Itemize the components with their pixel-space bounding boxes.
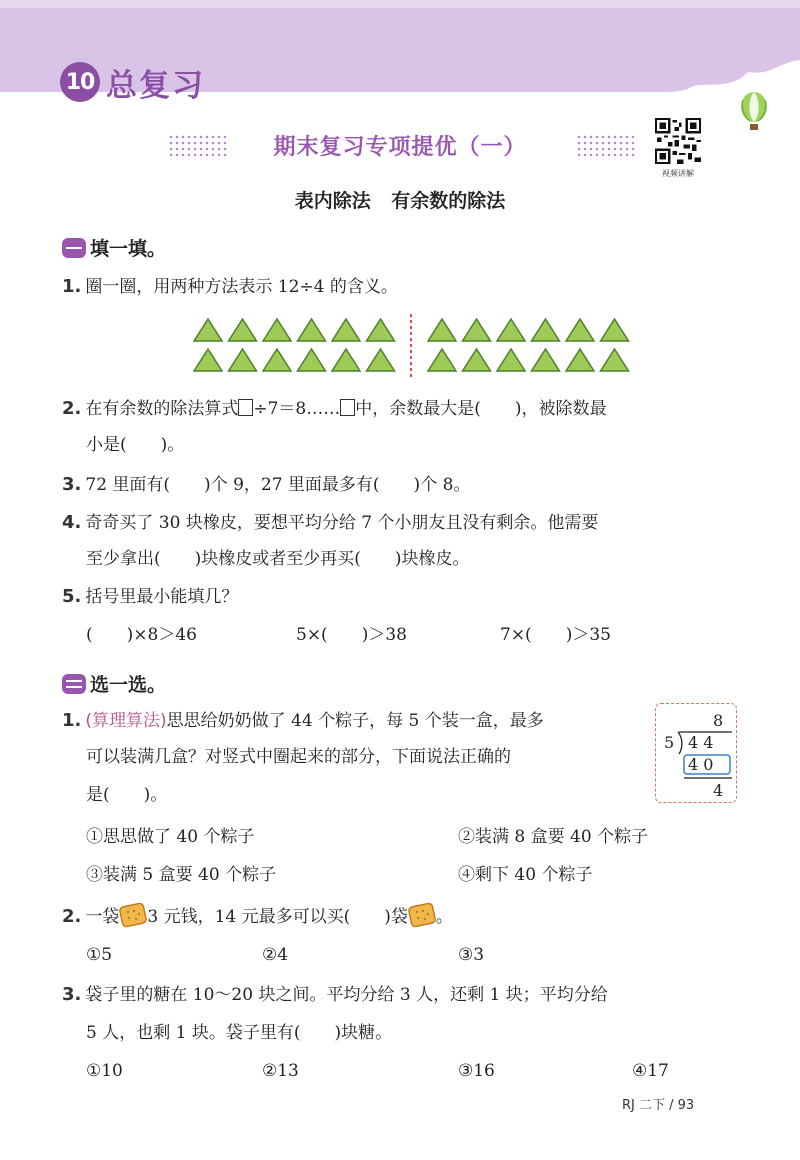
triangle-left xyxy=(332,319,360,341)
triangle-left xyxy=(367,349,395,371)
q2-2-option-2[interactable]: ②4 xyxy=(262,945,289,965)
qr-code-icon[interactable] xyxy=(655,118,701,164)
triangle-left xyxy=(367,319,395,341)
long-division xyxy=(656,704,738,804)
part-one-heading xyxy=(62,234,166,261)
triangle-left xyxy=(263,319,291,341)
part-one-title: 填一填。 xyxy=(90,238,167,260)
division-quotient: 8 xyxy=(713,711,724,730)
question-2-1-line3: 是( )。 xyxy=(86,785,168,805)
triangle-right xyxy=(566,319,594,341)
page-footer: RJ 二下 / 93 xyxy=(622,1098,695,1113)
q2-2-option-3[interactable]: ③3 xyxy=(458,945,485,965)
chapter-title: 总复习 xyxy=(106,67,205,104)
q2-1-option-2[interactable]: ②装满 8 盒要 40 个粽子 xyxy=(458,827,649,847)
triangle-left xyxy=(332,349,360,371)
page-subtitle: 表内除法 有余数的除法 xyxy=(294,190,506,212)
qr-caption: 视频讲解 xyxy=(662,169,694,178)
dashed-divider xyxy=(410,314,412,380)
division-divisor: 5 xyxy=(664,733,675,752)
biscuit-icon xyxy=(119,902,147,928)
question-1-2: 2. 在有余数的除法算式 ÷7＝8…… 中，余数最大是( )，被除数最 xyxy=(62,398,607,419)
question-1-1: 1. 圈一圈，用两种方法表示 12÷4 的含义。 xyxy=(62,276,398,297)
chapter-heading xyxy=(60,62,205,102)
blank-box[interactable] xyxy=(238,399,253,416)
long-division-box xyxy=(655,703,737,803)
q2-1-option-3[interactable]: ③装满 5 盒要 40 个粽子 xyxy=(86,865,277,885)
decor-dots-right xyxy=(576,134,636,160)
triangle-left xyxy=(263,349,291,371)
triangle-right xyxy=(463,349,491,371)
triangle-left xyxy=(194,349,222,371)
division-product: 4 0 xyxy=(688,755,714,774)
part-two-badge xyxy=(62,674,86,694)
triangle-left xyxy=(298,319,326,341)
q2-3-option-1[interactable]: ①10 xyxy=(86,1061,123,1081)
topic-tag: (算理算法) xyxy=(85,711,167,731)
triangle-right xyxy=(497,319,525,341)
q5-item-1: ( )×8＞46 xyxy=(86,625,197,645)
q2-3-option-4[interactable]: ④17 xyxy=(632,1061,669,1081)
question-1-2-line2: 小是( )。 xyxy=(86,435,185,455)
q2-2-option-1[interactable]: ①5 xyxy=(86,945,113,965)
question-2-3-line2: 5 人，也剩 1 块。袋子里有( )块糖。 xyxy=(86,1023,393,1043)
q2-1-option-1[interactable]: ①思思做了 40 个粽子 xyxy=(86,827,255,847)
question-1-4: 4. 奇奇买了 30 块橡皮，要想平均分给 7 个小朋友且没有剩余。他需要 xyxy=(62,512,599,533)
triangle-right xyxy=(601,349,629,371)
triangle-right xyxy=(532,349,560,371)
triangle-right xyxy=(497,349,525,371)
question-2-2: 2. 一袋 3 元钱，14 元最多可以买( )袋 。 xyxy=(62,902,453,930)
blank-box[interactable] xyxy=(340,399,355,416)
part-one-badge xyxy=(62,238,86,258)
triangle-right xyxy=(566,349,594,371)
triangle-right xyxy=(428,349,456,371)
chapter-number-badge: 10 xyxy=(60,62,100,102)
question-2-1: 1. (算理算法)思思给奶奶做了 44 个粽子，每 5 个装一盒，最多 xyxy=(62,710,544,731)
triangle-right xyxy=(463,319,491,341)
division-remainder: 4 xyxy=(713,781,724,800)
decor-dots-left xyxy=(168,134,228,160)
question-2-1-line2: 可以装满几盒？对竖式中圈起来的部分，下面说法正确的 xyxy=(86,747,511,767)
part-two-title: 选一选。 xyxy=(90,674,167,696)
q2-3-option-3[interactable]: ③16 xyxy=(458,1061,495,1081)
triangle-groups xyxy=(192,316,642,376)
triangle-left xyxy=(194,319,222,341)
section-title: 期末复习专项提优（一） xyxy=(273,135,527,160)
triangle-right xyxy=(532,319,560,341)
q2-3-option-2[interactable]: ②13 xyxy=(262,1061,299,1081)
question-1-5: 5. 括号里最小能填几？ xyxy=(62,586,239,607)
biscuit-icon xyxy=(408,902,436,928)
balloon-icon xyxy=(738,92,770,132)
question-1-4-line2: 至少拿出( )块橡皮或者至少再买( )块橡皮。 xyxy=(86,549,470,569)
q5-item-2: 5×( )＞38 xyxy=(296,625,407,645)
triangle-right xyxy=(428,319,456,341)
triangle-left xyxy=(229,319,257,341)
part-two-heading xyxy=(62,670,166,697)
division-dividend: 4 4 xyxy=(688,733,714,752)
q2-1-option-4[interactable]: ④剩下 40 个粽子 xyxy=(458,865,593,885)
question-2-3: 3. 袋子里的糖在 10～20 块之间。平均分给 3 人，还剩 1 块；平均分给 xyxy=(62,984,608,1005)
triangle-right xyxy=(601,319,629,341)
question-1-3: 3. 72 里面有( )个 9，27 里面最多有( )个 8。 xyxy=(62,474,471,495)
triangle-left xyxy=(298,349,326,371)
triangle-left xyxy=(229,349,257,371)
q5-item-3: 7×( )＞35 xyxy=(500,625,611,645)
